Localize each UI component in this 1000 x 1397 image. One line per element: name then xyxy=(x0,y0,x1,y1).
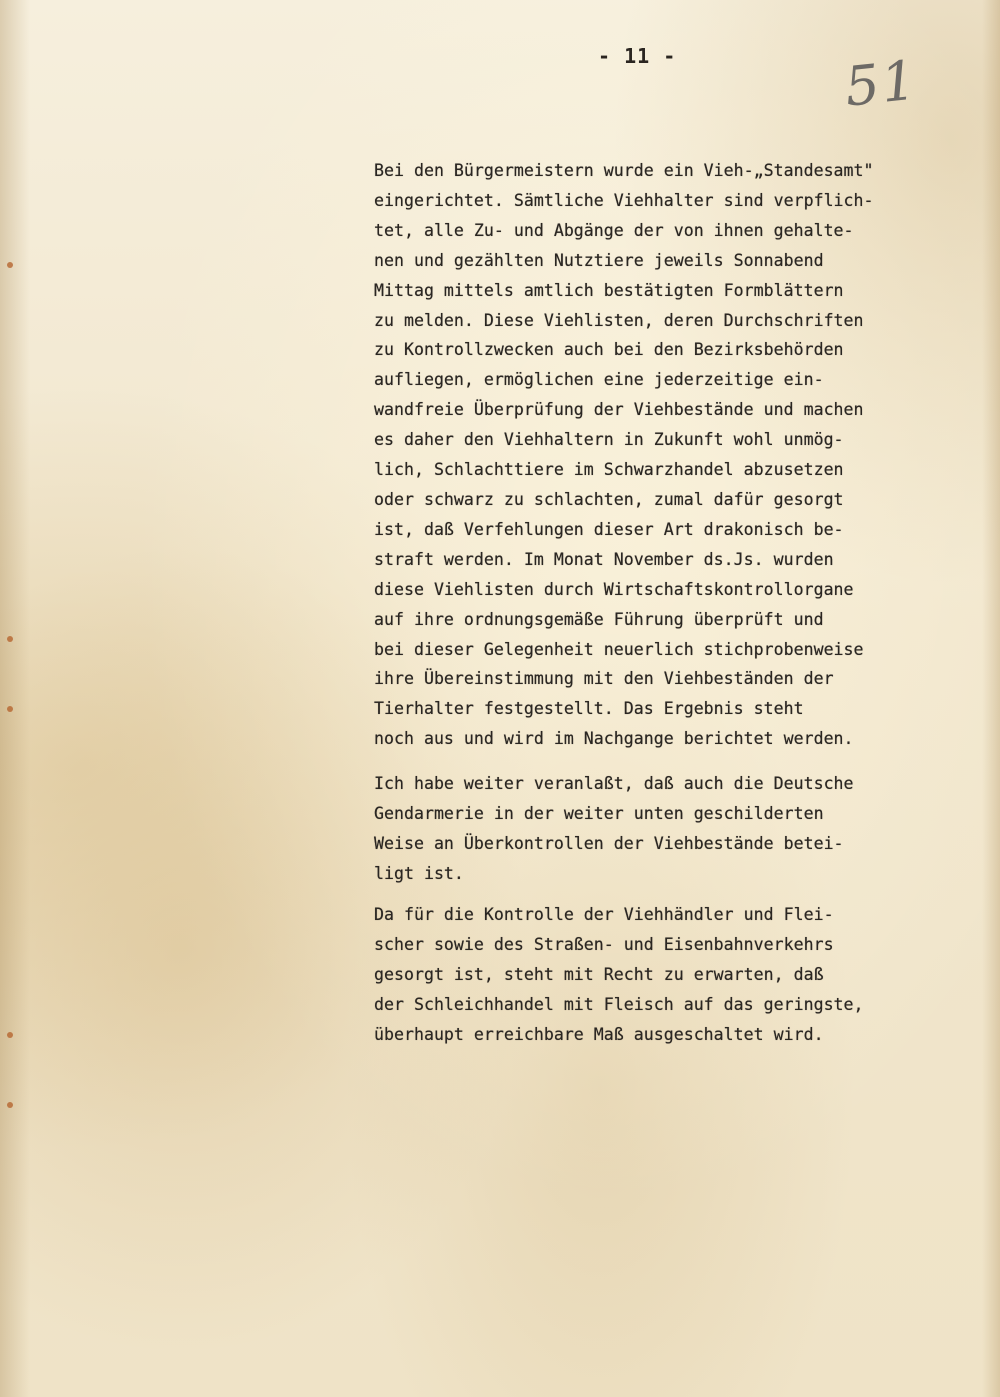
punch-hole xyxy=(7,262,13,268)
text-line: auf ihre ordnungsgemäße Führung überprüft und xyxy=(374,609,824,629)
text-line: Weise an Überkontrollen der Viehbestände betei- xyxy=(374,833,844,853)
paragraph-viehlisten xyxy=(374,156,974,754)
text-line: noch aus und wird im Nachgange berichtet werden. xyxy=(374,729,854,749)
text-line: es daher den Viehhaltern in Zukunft wohl unmög- xyxy=(374,430,844,450)
text-line: Gendarmerie in der weiter unten geschilderten xyxy=(374,803,824,823)
text-line: diese Viehlisten durch Wirtschaftskontrollorgane xyxy=(374,579,854,599)
text-line: aufliegen, ermöglichen eine jederzeitige ein- xyxy=(374,370,824,390)
punch-hole xyxy=(7,1102,13,1108)
text-line: Da für die Kontrolle der Viehhändler und Flei- xyxy=(374,905,834,924)
text-line: eingerichtet. Sämtliche Viehhalter sind verpflich- xyxy=(374,190,874,210)
text-line: zu melden. Diese Viehlisten, deren Durchschriften xyxy=(374,310,864,330)
text-line: gesorgt ist, steht mit Recht zu erwarten, daß xyxy=(374,964,824,984)
text-line: ligt ist. xyxy=(374,863,464,883)
text-line: Ich habe weiter veranlaßt, daß auch die Deutsche xyxy=(374,774,854,793)
paragraph-gendarmerie xyxy=(374,769,974,889)
punch-hole xyxy=(7,1032,13,1038)
text-line: tet, alle Zu- und Abgänge der von ihnen gehalte- xyxy=(374,220,854,240)
handwritten-folio-number: 51 xyxy=(841,48,921,119)
punch-hole xyxy=(7,636,13,642)
text-line: ihre Übereinstimmung mit den Viehbeständen der xyxy=(374,669,834,689)
text-line: überhaupt erreichbare Maß ausgeschaltet wird. xyxy=(374,1024,824,1044)
text-line: scher sowie des Straßen- und Eisenbahnverkehrs xyxy=(374,934,834,954)
text-line: wandfreie Überprüfung der Viehbestände und machen xyxy=(374,400,864,420)
text-line: straft werden. Im Monat November ds.Js. wurden xyxy=(374,549,834,569)
text-line: ist, daß Verfehlungen dieser Art drakonisch be- xyxy=(374,519,844,539)
text-line: Bei den Bürgermeistern wurde ein Vieh-„Standesamt" xyxy=(374,161,874,180)
text-line: der Schleichhandel mit Fleisch auf das geringste, xyxy=(374,994,864,1014)
punch-hole xyxy=(7,706,13,712)
paragraph-schleichhandel xyxy=(374,900,974,1050)
text-line: bei dieser Gelegenheit neuerlich stichprobenweise xyxy=(374,639,864,659)
text-line: oder schwarz zu schlachten, zumal dafür gesorgt xyxy=(374,489,844,509)
right-edge-shadow xyxy=(982,0,1000,1397)
text-line: Mittag mittels amtlich bestätigten Formblättern xyxy=(374,280,844,300)
left-edge-shadow xyxy=(0,0,30,1397)
text-line: lich, Schlachttiere im Schwarzhandel abzusetzen xyxy=(374,460,844,480)
text-line: Tierhalter festgestellt. Das Ergebnis steht xyxy=(374,699,804,719)
page-number: - 11 - xyxy=(598,44,677,68)
text-line: zu Kontrollzwecken auch bei den Bezirksbehörden xyxy=(374,340,844,360)
text-line: nen und gezählten Nutztiere jeweils Sonnabend xyxy=(374,250,824,270)
